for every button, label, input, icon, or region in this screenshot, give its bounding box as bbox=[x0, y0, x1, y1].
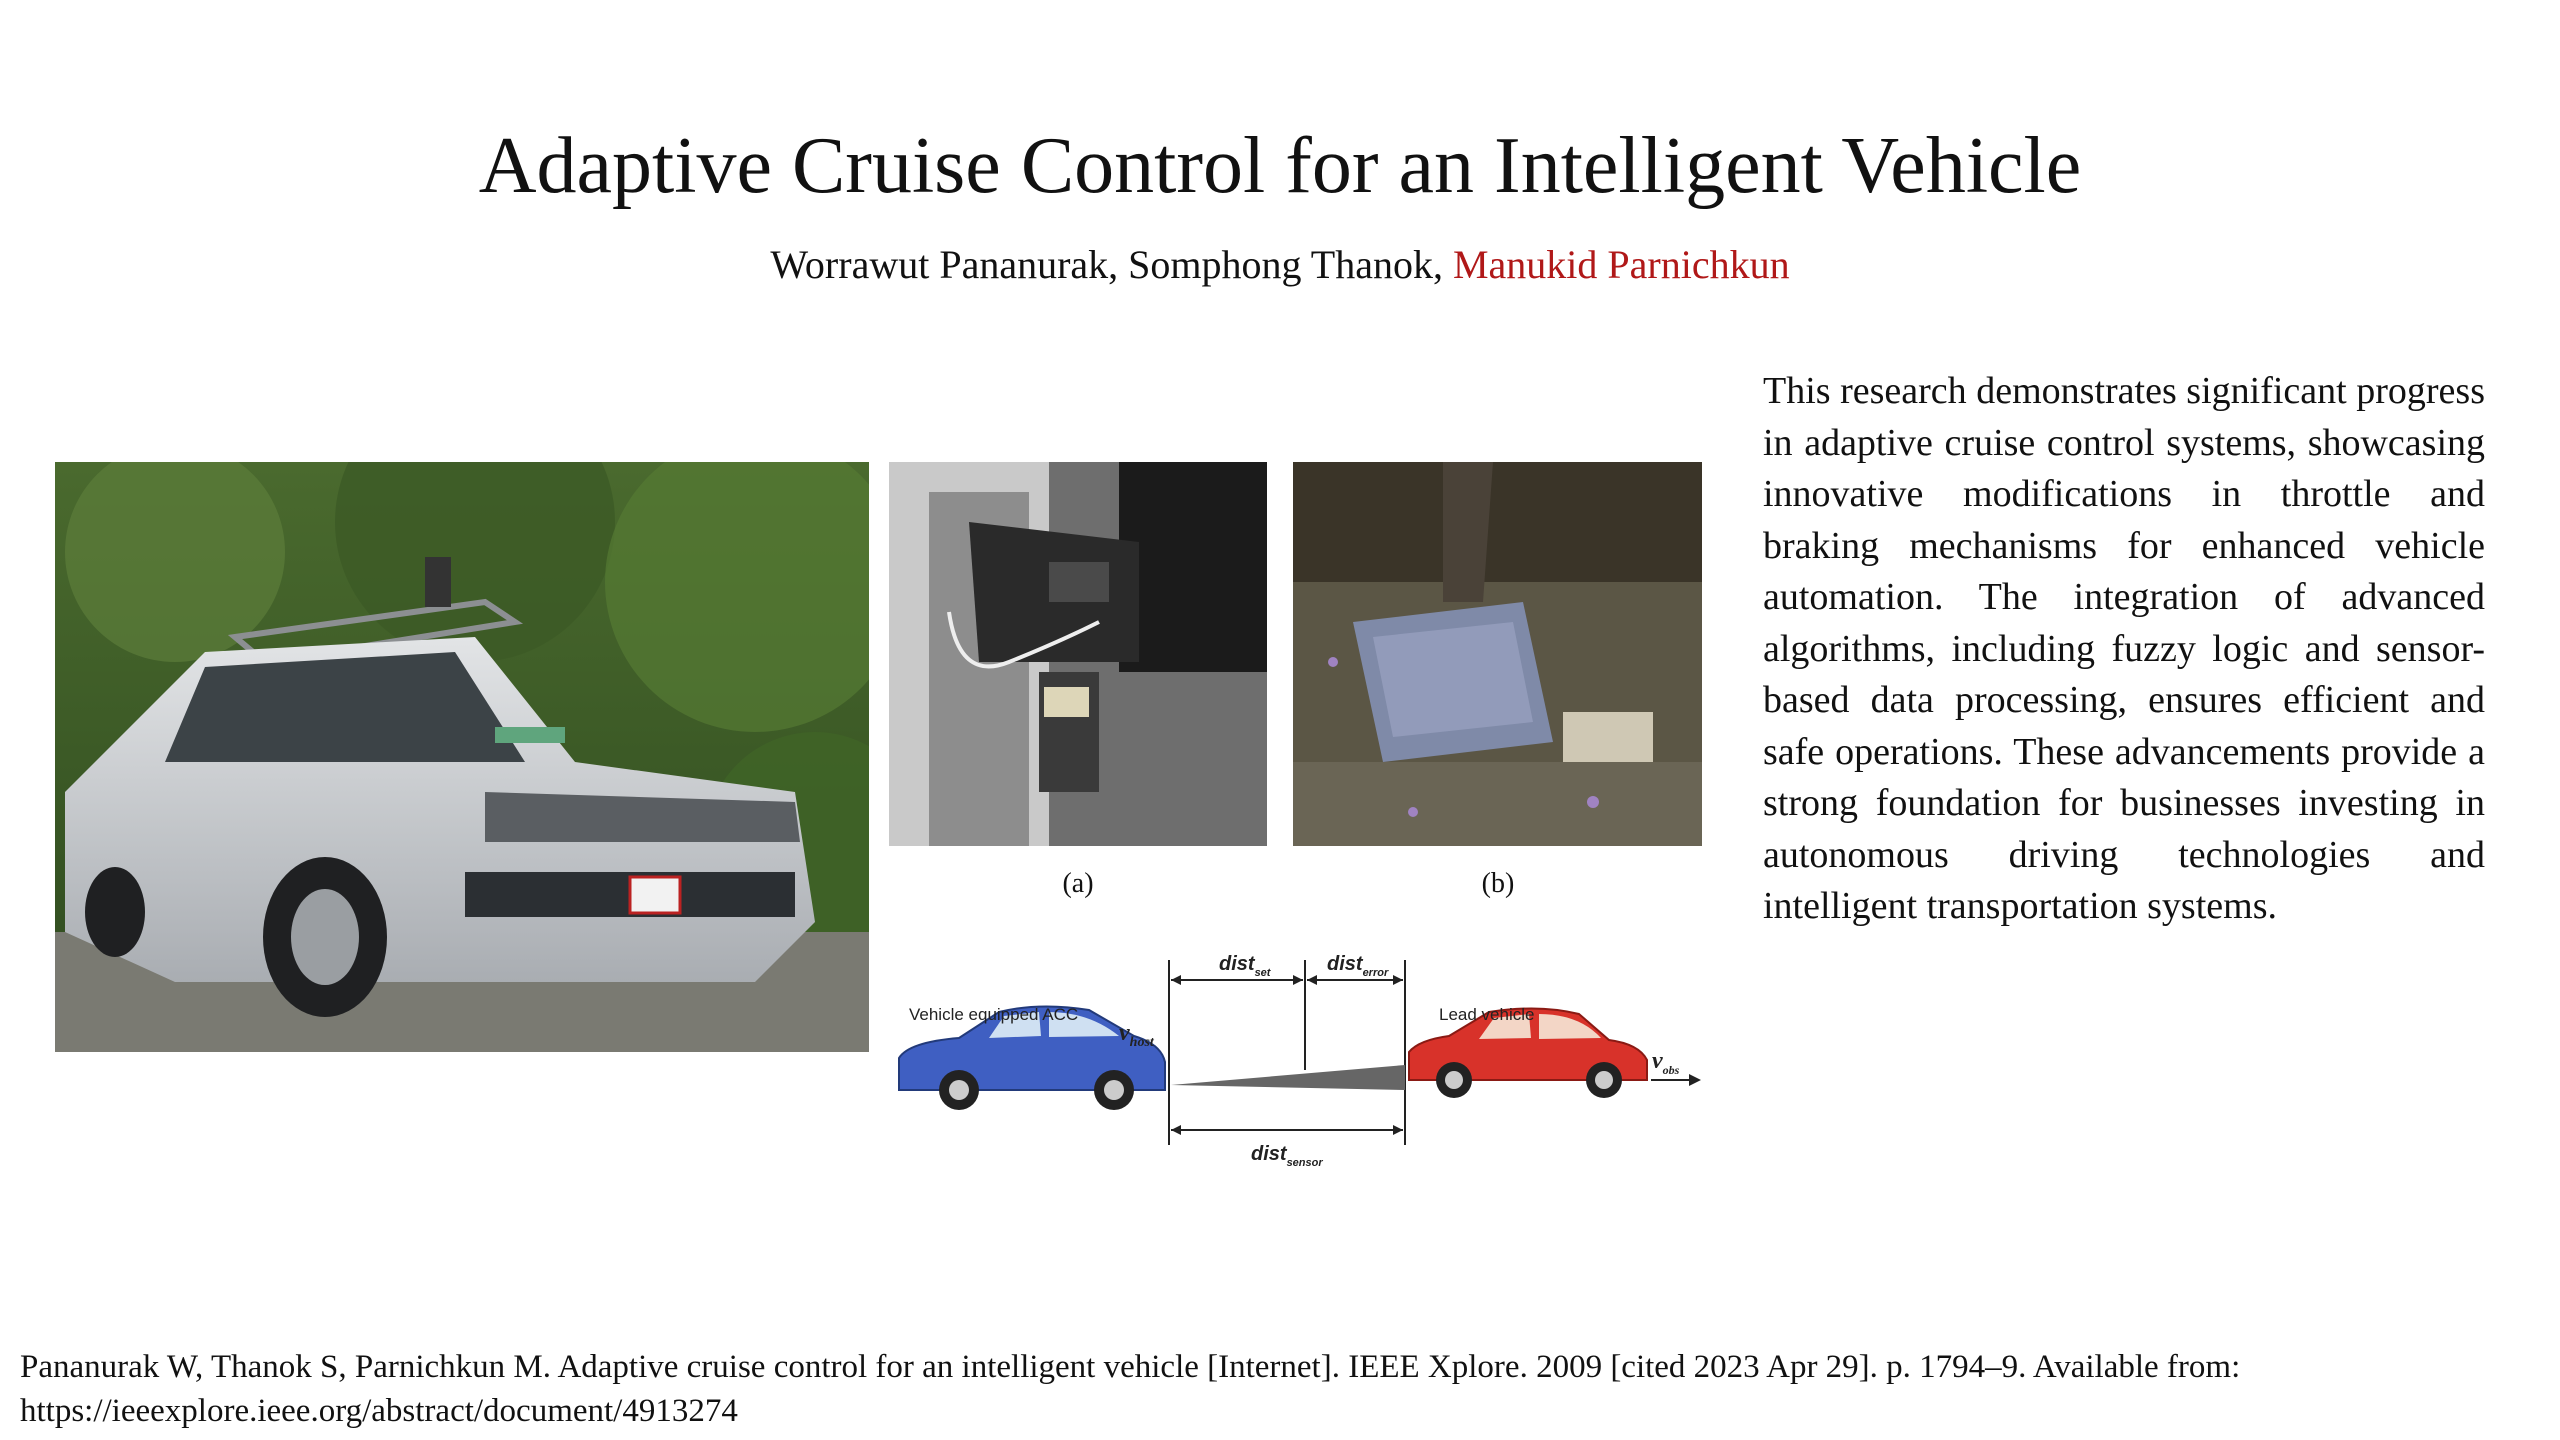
dist-set-label: dist$_{set}$ bbox=[1219, 953, 1271, 979]
interior-photo-a bbox=[889, 462, 1267, 846]
caption-b: (b) bbox=[1481, 868, 1515, 899]
citation-line-1: Pananurak W, Thanok S, Parnichkun M. Adaptive cruise control for an intelligent vehicle [Internet]. IEEE Xplore. 2009 [cited 2023 Apr 29]. p. 1794–9. Available from: bbox=[20, 1349, 2241, 1385]
dist-sensor-label: dist$_{sensor}$ bbox=[1251, 1143, 1323, 1169]
abstract-text: This research demonstrates significant progress in adaptive cruise control systems, showcasing innovative modifications in throttle and braking mechanisms for enhanced vehicle automation. The integration of advanced algorithms, including fuzzy logic and sensor-based data processing, ensures efficient and safe operations. These advancements provide a strong foundation for businesses investing in autonomous driving technologies and intelligent transportation systems. bbox=[1763, 370, 2485, 927]
citation-url[interactable]: https://ieeexplore.ieee.org/abstract/document/4913274 bbox=[20, 1393, 738, 1429]
pedal-photo-b bbox=[1293, 462, 1702, 846]
acc-diagram bbox=[889, 940, 1705, 1170]
author-highlight: Manukid Parnichkun bbox=[1452, 242, 1790, 287]
v-obs-label: $v_{obs}$ bbox=[1652, 1048, 1680, 1077]
slide-title: Adaptive Cruise Control for an Intelligent Vehicle bbox=[478, 122, 2082, 210]
author-list bbox=[0, 240, 2560, 290]
vehicle-photo bbox=[55, 462, 869, 1052]
caption-a: (a) bbox=[1062, 868, 1094, 899]
authors-plain: Worrawut Pananurak, Somphong Thanok, bbox=[770, 242, 1453, 287]
dist-error-label: dist$_{error}$ bbox=[1327, 953, 1389, 979]
lead-vehicle-label: Lead vehicle bbox=[1439, 1005, 1535, 1024]
host-vehicle-label: Vehicle equipped ACC bbox=[909, 1005, 1079, 1024]
citation bbox=[20, 1345, 2550, 1433]
v-host-label: $v_{host}$ bbox=[1119, 1020, 1154, 1050]
